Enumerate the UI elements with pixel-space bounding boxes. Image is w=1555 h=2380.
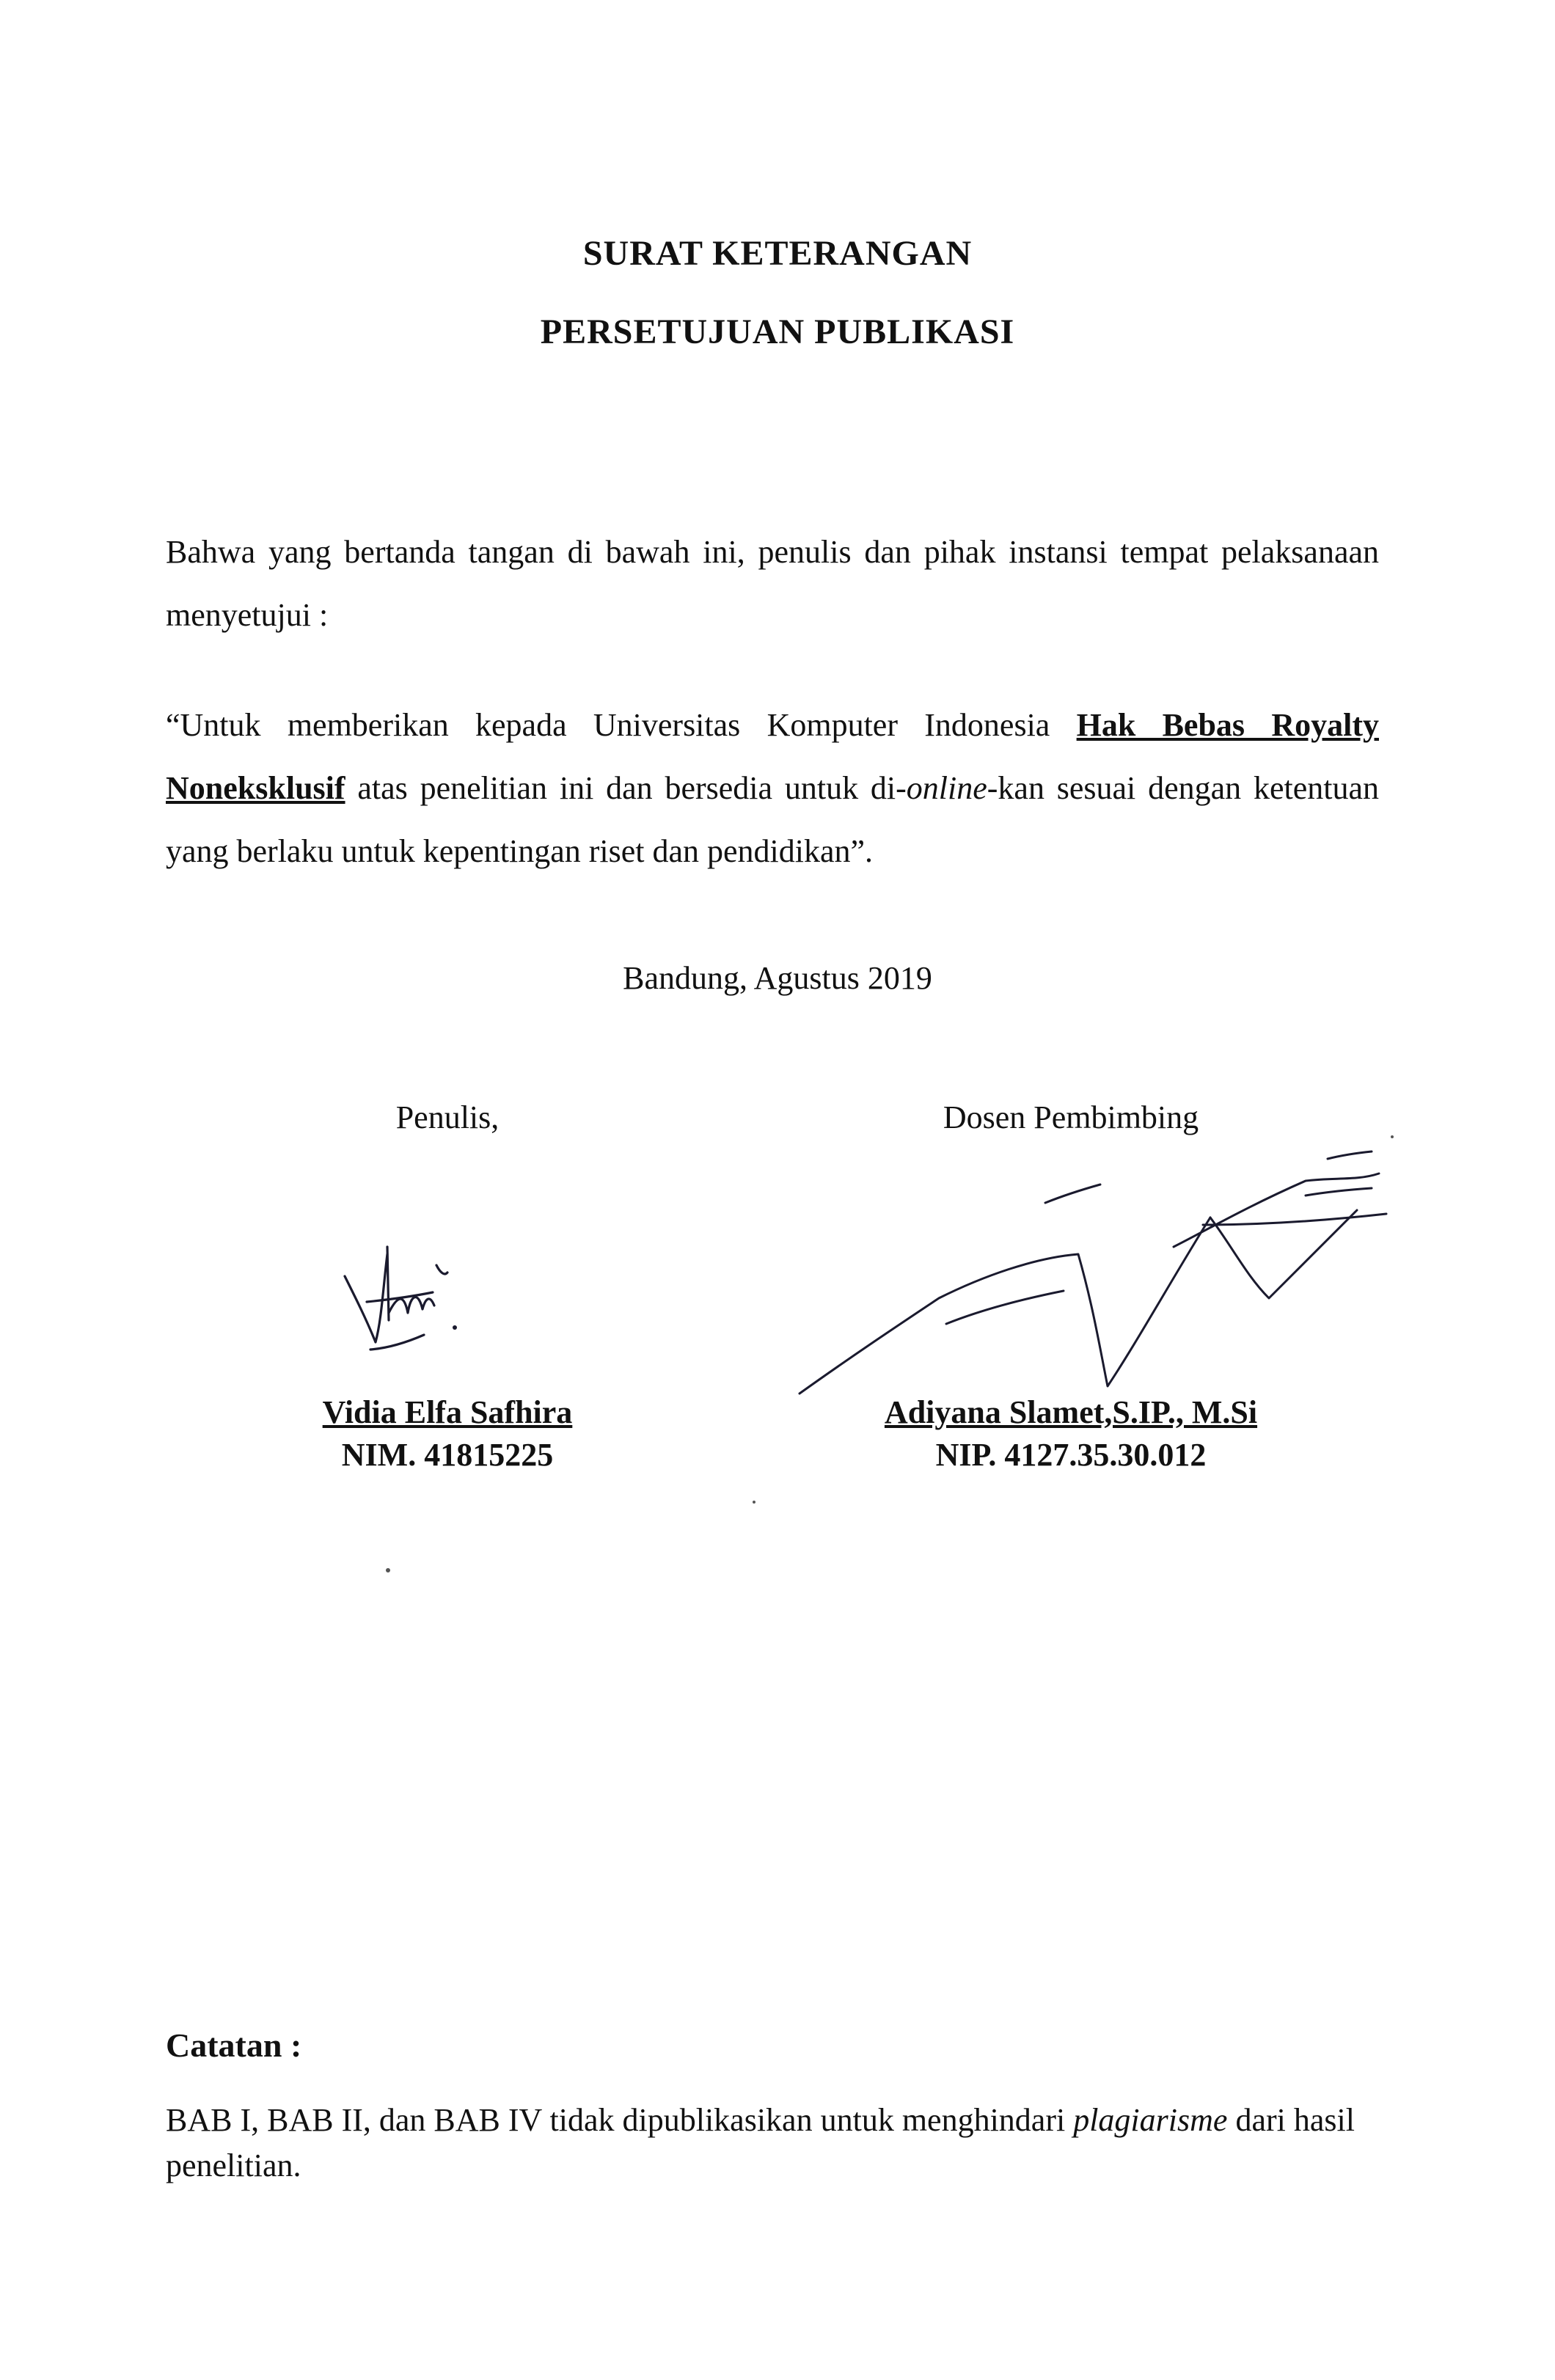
place-date: Bandung, Agustus 2019 — [623, 960, 932, 996]
note-text — [166, 2098, 1379, 2189]
online-term: online — [906, 770, 987, 806]
author-nim: NIM. 41815225 — [341, 1437, 554, 1473]
advisor-role: Dosen Pembimbing — [943, 1099, 1199, 1135]
statement-text-2: atas penelitian ini dan bersedia untuk di- — [345, 770, 907, 806]
scan-speck — [386, 1568, 390, 1572]
scan-speck — [753, 1501, 755, 1504]
author-signature — [337, 1232, 499, 1357]
scan-speck — [1391, 1135, 1394, 1138]
statement-text-1: “Untuk memberikan kepada Universitas Komputer Indonesia — [166, 707, 1077, 743]
plagiarism-term: plagiarisme — [1073, 2102, 1228, 2138]
author-role: Penulis, — [395, 1099, 500, 1135]
statement-text-3: -kan sesuai dengan ketentuan yang berlaku untuk kepentingan riset dan pendidikan”. — [166, 770, 1380, 869]
advisor-name: Adiyana Slamet,S.IP., M.Si — [884, 1394, 1258, 1430]
document-subtitle: PERSETUJUAN PUBLIKASI — [540, 312, 1015, 351]
royalty-term: Hak Bebas Royalty Noneksklusif — [166, 707, 1379, 806]
note-text-2: dari hasil penelitian. — [166, 2102, 1355, 2183]
statement-paragraph — [166, 694, 1379, 883]
author-name: Vidia Elfa Safhira — [322, 1394, 573, 1430]
advisor-signature — [792, 1122, 1394, 1401]
advisor-nip: NIP. 4127.35.30.012 — [935, 1437, 1207, 1473]
document-title: SURAT KETERANGAN — [582, 234, 973, 273]
note-heading: Catatan : — [166, 2026, 302, 2064]
intro-paragraph: Bahwa yang bertanda tangan di bawah ini, penulis dan pihak instansi tempat pelaksanaan menyetujui : — [166, 534, 1379, 633]
note-text-1: BAB I, BAB II, dan BAB IV tidak dipublikasikan untuk menghindari — [166, 2102, 1074, 2138]
